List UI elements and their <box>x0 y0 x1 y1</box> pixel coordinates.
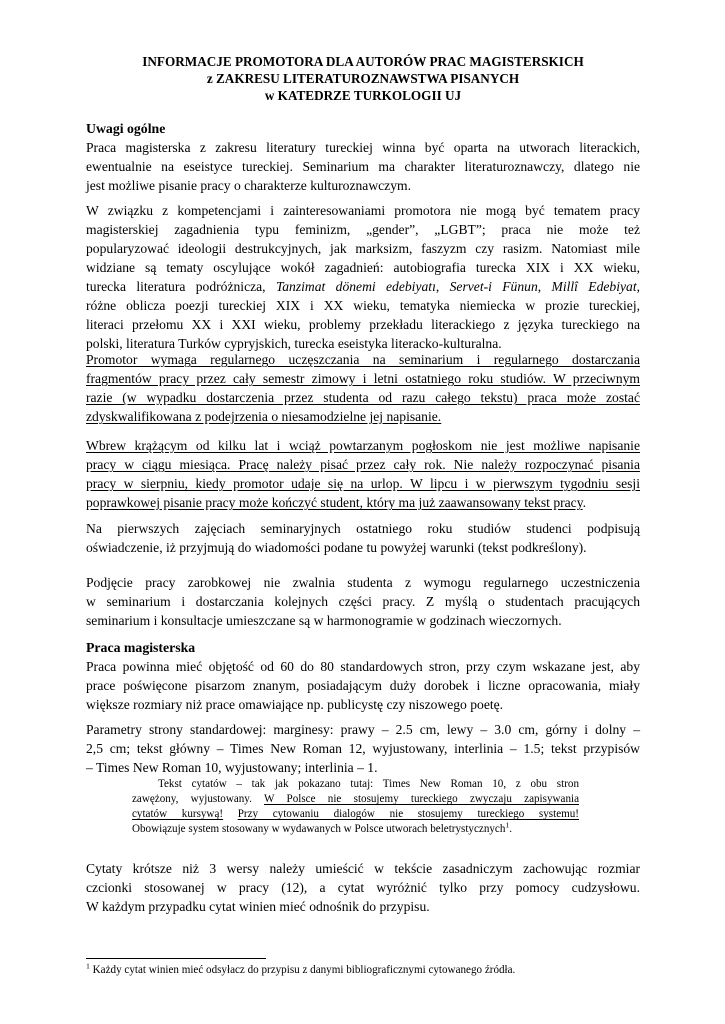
paragraph-working-students <box>86 573 640 630</box>
paragraph-line: razie (w wypadku dostarczenia przez studenta od razu całego tekstu) praca może zostać <box>86 390 640 405</box>
paragraph-line: Wbrew krążącym od kilku lat i wciąż powtarzanym pogłoskom nie jest możliwe napisanie <box>86 438 640 453</box>
paragraph-line: W związku z kompetencjami i zainteresowaniami promotora nie mogą być tematem pracy <box>86 203 640 218</box>
block-quote-example <box>132 777 579 837</box>
paragraph-line: W każdym przypadku cytat winien mieć odnośnik do przypisu. <box>86 899 430 914</box>
paragraph-short-quotes <box>86 859 640 916</box>
paragraph-line: prace poświęcone pisarzom znanym, posiadającym duży dorobek i liczne opracowania, miały <box>86 678 640 693</box>
paragraph-line: 2,5 cm; tekst główny – Times New Roman 12, wyjustowany, interlinia – 1.5; tekst przypisów <box>86 741 640 756</box>
paragraph-line: oświadczenie, iż przyjmują do wiadomości podane tu powyżej warunki (tekst podkreślony). <box>86 540 587 555</box>
paragraph-line: widziane są tematy oscylujące wokół zagadnień: autobiografia turecka XIX i XX wieku, <box>86 260 640 275</box>
paragraph-topics <box>86 201 640 353</box>
title-line-2: z ZAKRESU LITERATUROZNAWSTWA PISANYCH <box>206 71 520 86</box>
paragraph-line: w seminarium i dostarczania kolejnych części pracy. Z myślą o studentach pracujących <box>86 594 640 609</box>
quote-line: cytatów kursywą! Przy cytowaniu dialogów nie stosujemy tureckiego systemu! <box>132 808 579 820</box>
paragraph-line: magisterskiej zagadnienia typu feminizm, „gender”, „LGBT”; praca nie może też <box>86 222 640 237</box>
footnote <box>86 963 515 977</box>
paragraph-line: ewentualnie na eseistyce tureckiej. Seminarium ma charakter literaturoznawczy, dlatego nie <box>86 159 640 174</box>
section-thesis <box>86 638 640 714</box>
paragraph-line: zdyskwalifikowana z podejrzenia o niesamodzielne jej napisanie. <box>86 409 442 424</box>
paragraph-line: seminarium i konsultacje umieszczane są w harmonogramie w godzinach wieczornych. <box>86 613 562 628</box>
section-heading: Uwagi ogólne <box>86 121 166 136</box>
paragraph-line: poprawkowej pisanie pracy może kończyć student, który ma już zaawansowany tekst pracy. <box>86 495 587 510</box>
paragraph-line: turecka literatura podróżnicza, Tanzimat dönemi edebiyatı, Servet-i Fünun, Millî Edebiyat, <box>86 279 641 294</box>
footnote-mark: 1 <box>86 961 90 971</box>
paragraph-line: popularyzować ideologii destrukcyjnych, jak marksizm, faszyzm czy rasizm. Natomiast mile <box>86 241 640 256</box>
title-line-3: w KATEDRZE TURKOLOGII UJ <box>264 88 462 103</box>
paragraph-line: większe rozmiary niż prace omawiające np. publicystę czy niszowego poetę. <box>86 697 504 712</box>
paragraph-line: Podjęcie pracy zarobkowej nie zwalnia studenta z wymogu regularnego uczestniczenia <box>86 575 640 590</box>
quote-line: Tekst cytatów – tak jak pokazano tutaj: Times New Roman 10, z obu stron <box>158 778 579 790</box>
footnote-text: Każdy cytat winien mieć odsyłacz do przypisu z danymi bibliograficznymi cytowanego źródła. <box>89 964 516 976</box>
paragraph-line: jest możliwe pisanie pracy o charakterze kulturoznawczym. <box>86 178 411 193</box>
paragraph-declaration <box>86 519 640 557</box>
quote-line: Obowiązuje system stosowany w wydawanych w Polsce utworach beletrystycznych$^1$. <box>132 820 513 835</box>
paragraph-line: literaci przełomu XX i XXI wieku, problemy przekładu literackiego z języka tureckiego na <box>86 317 640 332</box>
footnote-separator <box>86 958 266 959</box>
paragraph-timeline <box>86 436 640 512</box>
section-general-notes <box>86 119 640 195</box>
paragraph-line: różne oblicza poezji tureckiej XIX i XX wieku, tematyka niemiecka w prozie tureckiej, <box>86 298 640 313</box>
paragraph-line: pracy w ciągu miesiąca. Pracę należy pisać przez cały rok. Nie należy rozpoczynać pisania <box>86 457 640 472</box>
paragraph-line: Na pierwszych zajęciach seminaryjnych ostatniego roku studiów studenci podpisują <box>86 521 640 536</box>
document-title <box>86 53 640 104</box>
quote-line: zawężony, wyjustowany. W Polsce nie stosujemy tureckiego zwyczaju zapisywania <box>132 793 579 805</box>
paragraph-line: Praca powinna mieć objętość od 60 do 80 standardowych stron, przy czym wskazane jest, aby <box>86 659 640 674</box>
paragraph-attendance <box>86 350 640 426</box>
paragraph-line: – Times New Roman 10, wyjustowany; interlinia – 1. <box>86 760 378 775</box>
paragraph-line: Cytaty krótsze niż 3 wersy należy umieścić w tekście zasadniczym zachowując rozmiar <box>86 861 640 876</box>
paragraph-line: czcionki stosowanej w pracy (12), a cytat wyróżnić tylko przy pomocy cudzysłowu. <box>86 880 640 895</box>
paragraph-line: fragmentów pracy przez cały semestr zimowy i letni ostatniego roku studiów. W przeciwnym <box>86 371 640 386</box>
section-heading: Praca magisterska <box>86 640 196 655</box>
paragraph-line: Praca magisterska z zakresu literatury tureckiej winna być oparta na utworach literackich, <box>86 140 640 155</box>
paragraph-page-parameters <box>86 720 640 777</box>
title-line-1: INFORMACJE PROMOTORA DLA AUTORÓW PRAC MAGISTERSKICH <box>142 54 584 69</box>
paragraph-line: Parametry strony standardowej: marginesy: prawy – 2.5 cm, lewy – 3.0 cm, górny i dolny – <box>86 722 640 737</box>
paragraph-line: polski, literatura Turków cypryjskich, turecka eseistyka literacko-kulturalna. <box>86 336 502 351</box>
paragraph-line: pracy w sierpniu, kiedy promotor udaje się na urlop. W lipcu i w pierwszym tygodniu sesji <box>86 476 640 491</box>
paragraph-line: Promotor wymaga regularnego uczęszczania na seminarium i regularnego dostarczania <box>86 352 640 367</box>
footnote-reference[interactable]: 1 <box>505 820 510 830</box>
